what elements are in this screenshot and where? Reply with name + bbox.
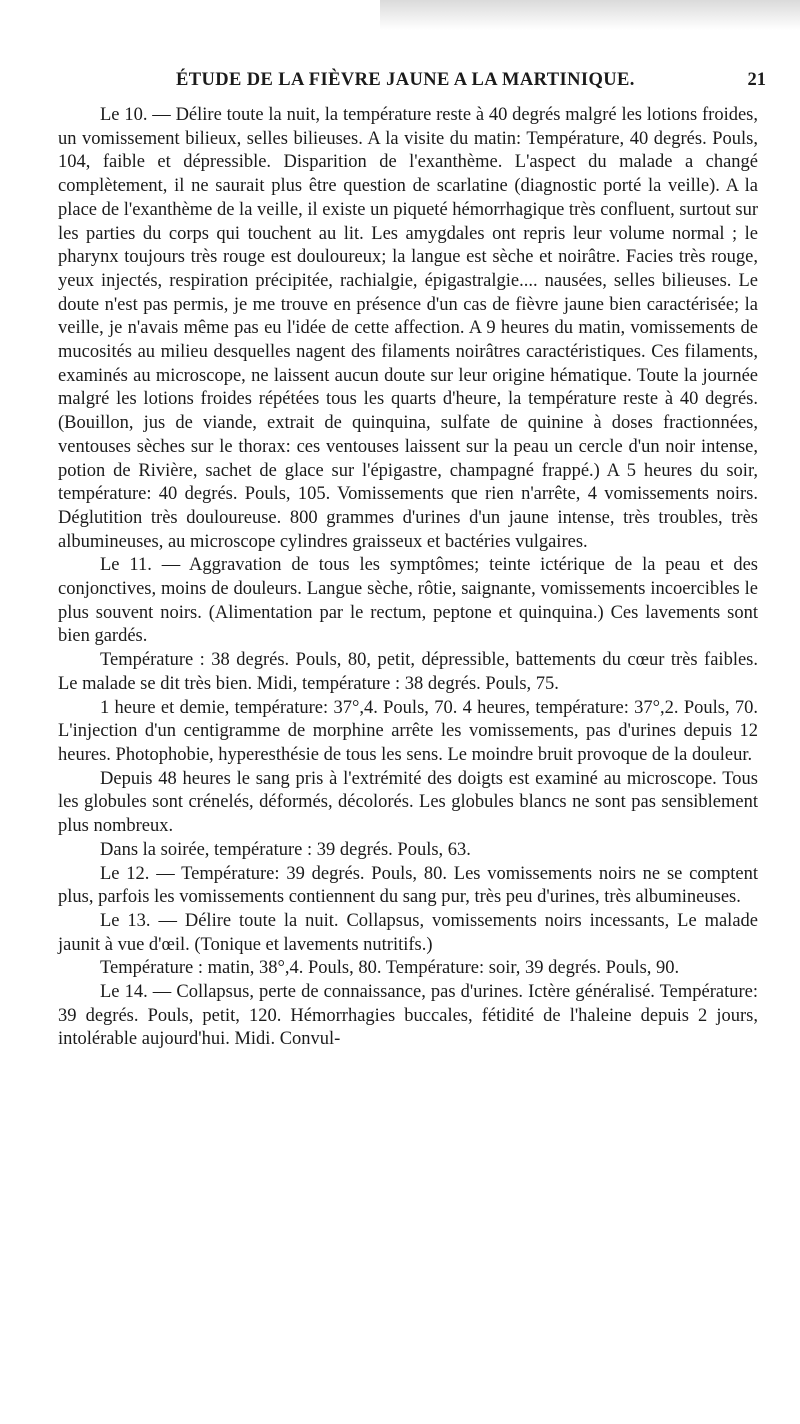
paragraph-day-10: Le 10. — Délire toute la nuit, la température reste à 40 degrés malgré les lotions froides, un vomissement bilieux, selles bilieuses. A la visite du matin: Température, 40 degrés. Pouls, 104, faible et dépressible. Disparition de l'exanthème. L'aspect du malade a changé complètement, il ne saurait plus être question de scarlatine (diagnostic porté la veille). A la place de l'exanthème de la veille, il existe un piqueté hémorrhagique très confluent, surtout sur les parties du corps qui touchent au lit. Les amygdales ont repris leur volume normal ; le pharynx toujours très rouge est douloureux; la langue est sèche et noirâtre. Facies très rouge, yeux injectés, respiration précipitée, rachialgie, épigastralgie.... nausées, selles bilieuses. Le doute n'est pas permis, je me trouve en présence d'un cas de fièvre jaune bien caractérisée; la veille, je n'avais même pas eu l'idée de cette affection. A 9 heures du matin, vomissements de mucosités au milieu desquelles nagent des filaments noirâtres caractéristiques. Ces filaments, examinés au microscope, ne laissent aucun doute sur leur origine hématique. Toute la journée malgré les lotions froides répétées tous les quarts d'heure, la température reste à 40 degrés. (Bouillon, jus de viande, extrait de quinquina, sulfate de quinine à doses fractionnées, ventouses sèches sur le thorax: ces ventouses laissent sur la peau un cercle d'un noir intense, potion de Rivière, sachet de glace sur l'épigastre, champagné frappé.) A 5 heures du soir, température: 40 degrés. Pouls, 105. Vomissements que rien n'arrête, 4 vomissements noirs. Déglutition très douloureuse. 800 grammes d'urines d'un jaune intense, très troubles, très albumineuses, au microscope cylindres graisseux et bactéries vulgaires. [58,105,758,552]
body-text [58,104,758,1052]
paragraph-day-14: Le 14. — Collapsus, perte de connaissance, pas d'urines. Ictère généralisé. Température: 39 degrés. Pouls, petit, 120. Hémorrhagies buccales, fétidité de l'haleine depuis 2 jours, intolérable aujourd'hui. Midi. Convul- [58,982,758,1050]
paragraph-day-13: Le 13. — Délire toute la nuit. Collapsus, vomissements noirs incessants, Le malade jaunit à vue d'œil. (Tonique et lavements nutritifs.) [58,910,758,955]
paragraph-day-11: Le 11. — Aggravation de tous les symptômes; teinte ictérique de la peau et des conjonctives, moins de douleurs. Langue sèche, rôtie, saignante, vomissements incoercibles le plus souvent noirs. (Alimentation par le rectum, peptone et quinquina.) Ces lavements sont bien gardés. [58,555,758,647]
paragraph-temperature-morning: Température : 38 degrés. Pouls, 80, petit, dépressible, battements du cœur très faibles. Le malade se dit très bien. Midi, température : 38 degrés. Pouls, 75. [58,650,758,694]
page-header [58,70,766,100]
paragraph-day-13-temperature: Température : matin, 38°,4. Pouls, 80. Température: soir, 39 degrés. Pouls, 90. [100,958,680,979]
paragraph-day-12: Le 12. — Température: 39 degrés. Pouls, 80. Les vomissements noirs ne se comptent plus, parfois les vomissements contiennent du sang pur, très peu d'urines, très albumineuses. [58,863,758,908]
paragraph-evening: Dans la soirée, température : 39 degrés. Pouls, 63. [100,839,471,860]
paragraph-afternoon: 1 heure et demie, température: 37°,4. Pouls, 70. 4 heures, température: 37°,2. Pouls, 70. L'injection d'un centigramme de morphine arrête les vomissements, pas d'urines depuis 12 heures. Photophobie, hyperesthésie de tous les sens. Le moindre bruit provoque de la douleur. [58,697,758,765]
running-title: ÉTUDE DE LA FIÈVRE JAUNE A LA MARTINIQUE. [176,70,635,90]
page-number: 21 [747,70,766,90]
paper-stain [380,0,800,30]
paragraph-blood-exam: Depuis 48 heures le sang pris à l'extrémité des doigts est examiné au microscope. Tous les globules sont crénelés, déformés, décolorés. Les globules blancs ne sont pas sensiblement plus nombreux. [58,768,758,837]
